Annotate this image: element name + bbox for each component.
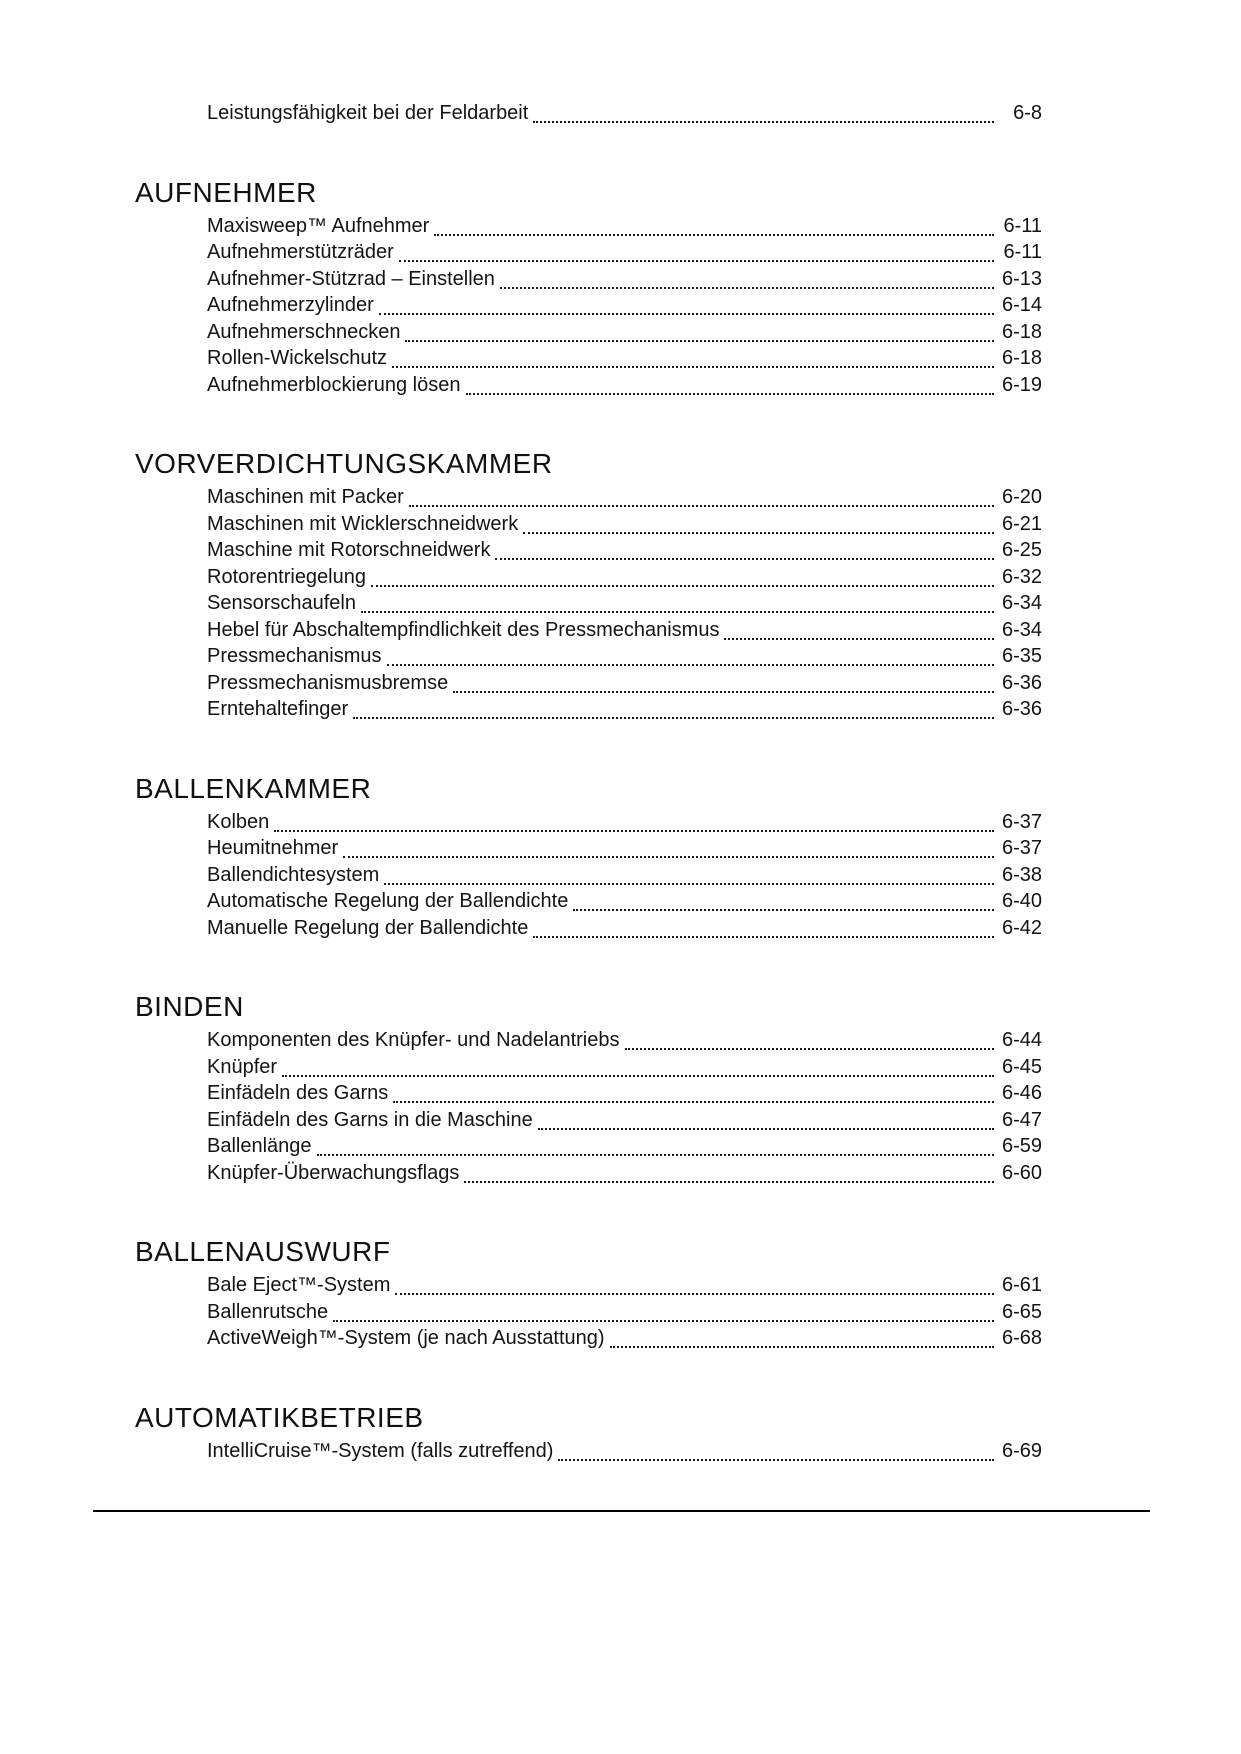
- toc-entry: [135, 1027, 1042, 1054]
- dot-leader: [533, 100, 994, 123]
- toc-entry: [135, 266, 1042, 293]
- toc-entry: [135, 862, 1042, 889]
- dot-leader: [393, 1080, 994, 1103]
- entry-title: Manuelle Regelung der Ballendichte: [207, 916, 529, 939]
- entry-page-number: 6-20: [1001, 486, 1042, 508]
- dot-leader: [317, 1133, 994, 1156]
- entry-title: Ballenlänge: [207, 1135, 312, 1157]
- entry-title: Knüpfer: [207, 1055, 278, 1078]
- entry-page-number: 6-14: [1001, 294, 1042, 316]
- entry-page-number: 6-65: [1001, 1300, 1042, 1323]
- dot-leader: [409, 484, 994, 507]
- entry-page-number: 6-46: [1001, 1082, 1042, 1104]
- entry-page-number: 6-45: [1001, 1055, 1042, 1078]
- toc-entry: [135, 696, 1042, 723]
- toc-entry: [135, 1054, 1042, 1081]
- entry-page-number: 6-18: [1001, 347, 1042, 369]
- dot-leader: [464, 1160, 994, 1183]
- entry-title: ActiveWeigh™-System (je nach Ausstattung): [207, 1327, 605, 1349]
- section-heading: BINDEN: [135, 991, 244, 1022]
- dot-leader: [399, 239, 994, 262]
- dot-leader: [533, 915, 994, 938]
- dot-leader: [610, 1325, 994, 1348]
- toc-entry: [135, 670, 1042, 697]
- entry-page-number: 6-8: [1013, 102, 1042, 124]
- entry-title: Knüpfer-Überwachungsflags: [207, 1161, 460, 1184]
- entry-title: Aufnehmerschnecken: [207, 320, 401, 343]
- dot-leader: [558, 1438, 994, 1461]
- entry-page-number: 6-19: [1001, 373, 1042, 396]
- dot-leader: [333, 1299, 994, 1322]
- entry-page-number: 6-47: [1001, 1108, 1042, 1131]
- entry-page-number: 6-37: [1001, 810, 1042, 833]
- entry-title: Einfädeln des Garns in die Maschine: [207, 1108, 533, 1131]
- toc-entry: [135, 1107, 1042, 1134]
- entry-title: Hebel für Abschaltempfindlichkeit des Pressmechanismus: [207, 618, 720, 641]
- entry-title: Leistungsfähigkeit bei der Feldarbeit: [207, 102, 529, 124]
- entry-title: Sensorschaufeln: [207, 592, 356, 614]
- entry-page-number: 6-36: [1001, 698, 1042, 720]
- entry-title: Erntehaltefinger: [207, 698, 349, 720]
- entry-page-number: 6-32: [1001, 565, 1042, 588]
- dot-leader: [392, 345, 994, 368]
- toc-entry: [135, 1325, 1042, 1352]
- entry-page-number: 6-44: [1001, 1029, 1042, 1051]
- dot-leader: [573, 888, 994, 911]
- toc-entry: [135, 809, 1042, 836]
- entry-title: Bale Eject™-System: [207, 1274, 391, 1296]
- entry-title: Komponenten des Knüpfer- und Nadelantriebs: [207, 1029, 620, 1051]
- dot-leader: [282, 1054, 994, 1077]
- section-heading: BALLENAUSWURF: [135, 1236, 391, 1267]
- entry-page-number: 6-40: [1001, 890, 1042, 912]
- toc-entry: [135, 1133, 1042, 1160]
- entry-title: Automatische Regelung der Ballendichte: [207, 890, 569, 912]
- toc-entry: [135, 590, 1042, 617]
- dot-leader: [523, 511, 994, 534]
- dot-leader: [384, 862, 994, 885]
- toc-entry: [135, 1299, 1042, 1326]
- entry-title: IntelliCruise™-System (falls zutreffend): [207, 1439, 554, 1462]
- entry-page-number: 6-34: [1001, 592, 1042, 614]
- entry-title: Aufnehmerzylinder: [207, 294, 374, 316]
- entry-page-number: 6-59: [1001, 1135, 1042, 1157]
- entry-title: Maschinen mit Packer: [207, 486, 404, 508]
- toc-entry: [135, 319, 1042, 346]
- dot-leader: [395, 1272, 994, 1295]
- dot-leader: [625, 1027, 995, 1050]
- dot-leader: [724, 617, 994, 640]
- entry-title: Aufnehmerblockierung lösen: [207, 373, 461, 396]
- entry-page-number: 6-11: [1003, 214, 1042, 237]
- toc-entry: [135, 1080, 1042, 1107]
- entry-title: Maschine mit Rotorschneidwerk: [207, 539, 491, 561]
- dot-leader: [500, 266, 994, 289]
- entry-title: Pressmechanismus: [207, 645, 382, 667]
- section-heading: VORVERDICHTUNGSKAMMER: [135, 448, 553, 479]
- entry-page-number: 6-37: [1001, 837, 1042, 859]
- toc-entry: [135, 888, 1042, 915]
- toc-entry: [135, 537, 1042, 564]
- entry-title: Ballendichtesystem: [207, 863, 380, 886]
- entry-page-number: 6-21: [1001, 512, 1042, 535]
- entry-title: Heumitnehmer: [207, 837, 339, 859]
- toc-entry: [135, 484, 1042, 511]
- toc-entry: [135, 835, 1042, 862]
- entry-page-number: 6-69: [1001, 1439, 1042, 1462]
- toc-entry: [135, 372, 1042, 399]
- dot-leader: [274, 809, 994, 832]
- section-heading: AUFNEHMER: [135, 176, 317, 208]
- toc-entry: [135, 292, 1042, 319]
- toc-entry: [135, 1272, 1042, 1299]
- entry-page-number: 6-42: [1001, 916, 1042, 939]
- dot-leader: [453, 670, 994, 693]
- dot-leader: [466, 372, 995, 395]
- entry-title: Aufnehmerstützräder: [207, 241, 394, 263]
- section-heading: BALLENKAMMER: [135, 772, 372, 804]
- entry-page-number: 6-36: [1001, 671, 1042, 694]
- dot-leader: [379, 292, 994, 315]
- entry-title: Ballenrutsche: [207, 1300, 329, 1323]
- entry-title: Aufnehmer-Stützrad – Einstellen: [207, 267, 495, 290]
- dot-leader: [343, 835, 994, 858]
- dot-leader: [361, 590, 994, 613]
- toc-entry: [135, 617, 1042, 644]
- toc-entry: [135, 1160, 1042, 1187]
- entry-title: Einfädeln des Garns: [207, 1082, 389, 1104]
- entry-title: Pressmechanismusbremse: [207, 671, 449, 694]
- entry-page-number: 6-35: [1001, 645, 1042, 667]
- entry-page-number: 6-11: [1003, 241, 1042, 263]
- toc-entry: [135, 100, 1042, 127]
- entry-page-number: 6-60: [1001, 1161, 1042, 1184]
- entry-title: Maschinen mit Wicklerschneidwerk: [207, 512, 519, 535]
- dot-leader: [371, 564, 994, 587]
- dot-leader: [387, 643, 994, 666]
- entry-page-number: 6-18: [1001, 320, 1042, 343]
- toc: [135, 0, 1042, 1464]
- entry-page-number: 6-25: [1001, 539, 1042, 561]
- dot-leader: [405, 319, 994, 342]
- footer-rule: [93, 1510, 1150, 1512]
- section-heading: AUTOMATIKBETRIEB: [135, 1401, 424, 1433]
- entry-title: Rollen-Wickelschutz: [207, 347, 388, 369]
- toc-entry: [135, 643, 1042, 670]
- toc-entry: [135, 1438, 1042, 1465]
- entry-title: Rotorentriegelung: [207, 565, 366, 588]
- entry-page-number: 6-38: [1001, 863, 1042, 886]
- toc-entry: [135, 915, 1042, 942]
- dot-leader: [434, 213, 994, 236]
- entry-title: Maxisweep™ Aufnehmer: [207, 214, 430, 237]
- toc-entry: [135, 239, 1042, 266]
- entry-title: Kolben: [207, 810, 270, 833]
- toc-entry: [135, 564, 1042, 591]
- dot-leader: [353, 696, 994, 719]
- entry-page-number: 6-13: [1001, 267, 1042, 290]
- toc-entry: [135, 213, 1042, 240]
- entry-page-number: 6-68: [1001, 1327, 1042, 1349]
- dot-leader: [538, 1107, 994, 1130]
- toc-entry: [135, 511, 1042, 538]
- entry-page-number: 6-34: [1001, 618, 1042, 641]
- dot-leader: [495, 537, 994, 560]
- toc-entry: [135, 345, 1042, 372]
- entry-page-number: 6-61: [1001, 1274, 1042, 1296]
